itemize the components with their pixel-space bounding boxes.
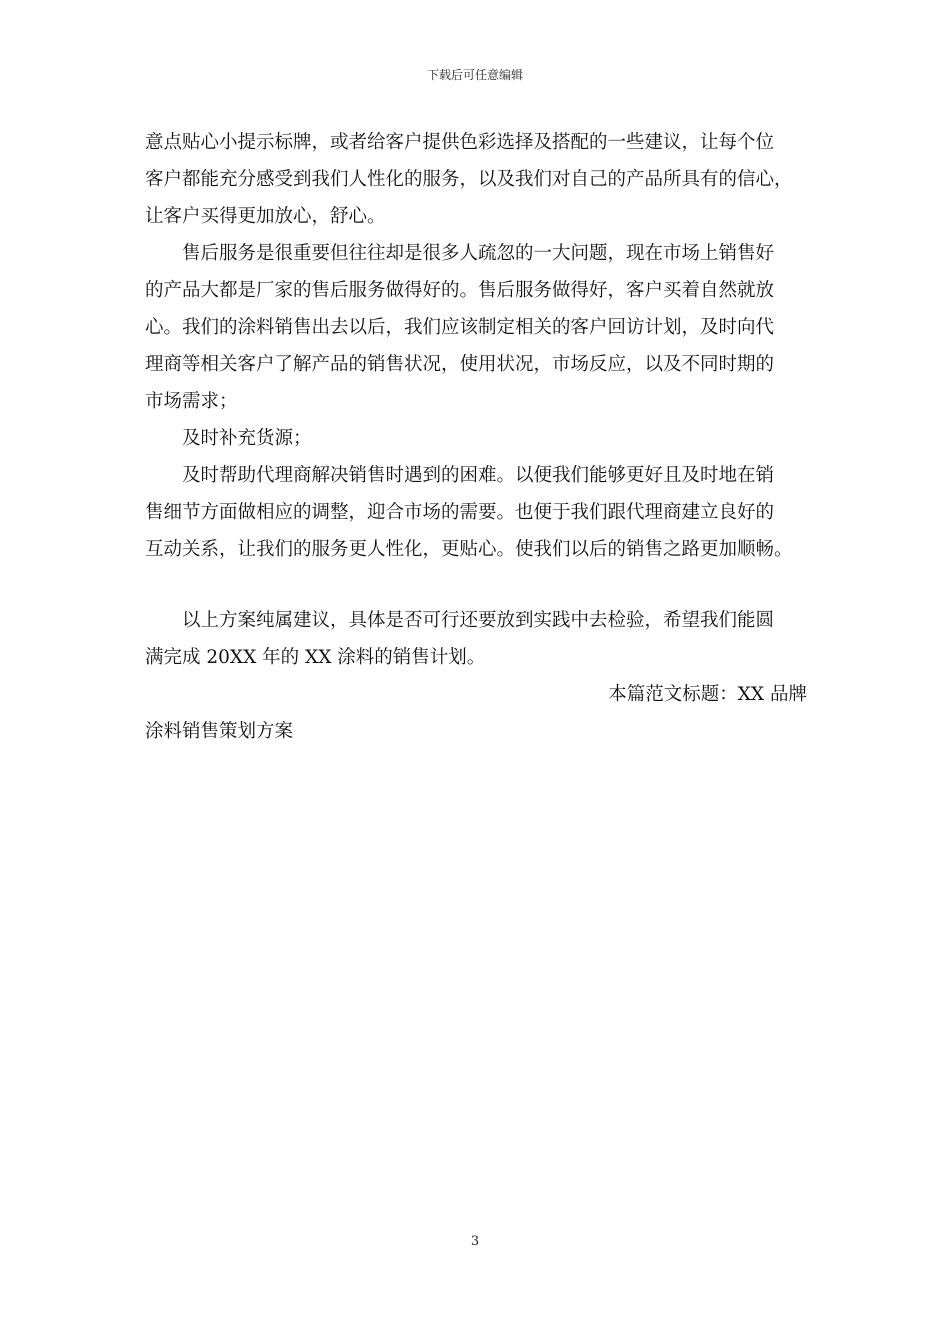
paragraph-tips — [145, 124, 811, 235]
text-line: 心。我们的涂料销售出去以后，我们应该制定相关的客户回访计划，及时向代 — [145, 317, 775, 338]
text-line: 售后服务是很重要但往往却是很多人疏忽的一大问题，现在市场上销售好 — [182, 243, 775, 264]
text-line: 理商等相关客户了解产品的销售状况，使用状况，市场反应，以及不同时期的 — [145, 354, 775, 375]
text-line: 意点贴心小提示标牌，或者给客户提供色彩选择及搭配的一些建议，让每个位 — [145, 132, 775, 153]
document-title-label: 本篇范文标题：XX 品牌 — [608, 684, 807, 705]
text-line: 让客户买得更加放心，舒心。 — [145, 206, 386, 227]
page-header: 下载后可任意编辑 — [426, 68, 523, 82]
paragraph-conclusion — [145, 602, 811, 676]
page-number: 3 — [470, 1234, 480, 1249]
text-line: 满完成 20XX 年的 XX 涂料的销售计划。 — [145, 647, 486, 668]
text-line: 客户都能充分感受到我们人性化的服务，以及我们对自己的产品所具有的信心， — [145, 169, 793, 190]
text-line: 市场需求； — [145, 391, 238, 412]
text-line: 及时补充货源； — [182, 428, 312, 449]
paragraph-after-sales — [145, 235, 811, 420]
text-line: 售细节方面做相应的调整，迎合市场的需要。也便于我们跟代理商建立良好的 — [145, 502, 775, 523]
text-line: 以上方案纯属建议，具体是否可行还要放到实践中去检验，希望我们能圆 — [182, 610, 775, 631]
text-line: 及时帮助代理商解决销售时遇到的困难。以便我们能够更好且及时地在销 — [182, 465, 775, 486]
text-line: 互动关系，让我们的服务更人性化，更贴心。使我们以后的销售之路更加顺畅。 — [145, 539, 793, 560]
paragraph-spacer — [145, 568, 811, 602]
text-line: 的产品大都是厂家的售后服务做得好的。售后服务做得好，客户买着自然就放 — [145, 280, 775, 301]
paragraph-agent-help — [145, 457, 811, 568]
document-body — [145, 124, 811, 750]
paragraph-restock — [145, 420, 811, 457]
document-title-continued: 涂料销售策划方案 — [145, 721, 294, 742]
